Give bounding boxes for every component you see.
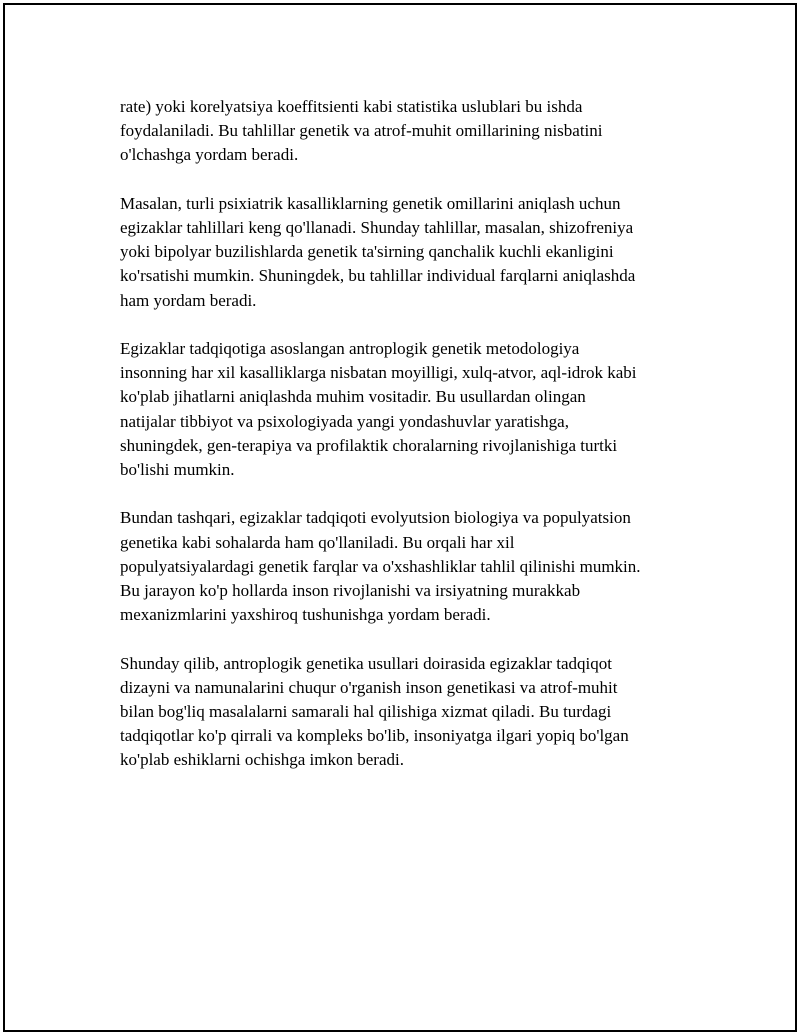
- paragraph: Shunday qilib, antroplogik genetika usullari doirasida egizaklar tadqiqot dizayni va namunalarini chuqur o'rganish inson genetikasi va atrof-muhit bilan bog'liq masalalarni samarali hal qilishiga xizmat qiladi. Bu turdagi tadqiqotlar ko'p qirrali va kompleks bo'lib, insoniyatga ilgari yopiq bo'lgan ko'plab eshiklarni ochishga imkon beradi.: [120, 653, 629, 770]
- paragraph: Masalan, turli psixiatrik kasalliklarning genetik omillarini aniqlash uchun egizaklar tahlillari keng qo'llanadi. Shunday tahlillar, masalan, shizofreniya yoki bipolyar buzilishlarda genetik ta'sirning qanchalik kuchli ekanligini ko'rsatishi mumkin. Shuningdek, bu tahlillar individual farqlarni aniqlashda ham yordam beradi.: [120, 193, 636, 310]
- paragraph: Egizaklar tadqiqotiga asoslangan antroplogik genetik metodologiya insonning har xil kasalliklarga nisbatan moyilligi, xulq-atvor, aql-idrok kabi ko'plab jihatlarni aniqlashda muhim vositadir. Bu usullardan olingan natijalar tibbiyot va psixologiyada yangi yondashuvlar yaratishga, shuningdek, gen-terapiya va profilaktik choralarning rivojlanishiga turtki bo'lishi mumkin.: [120, 339, 637, 480]
- document-page: [3, 3, 797, 1032]
- paragraph: rate) yoki korelyatsiya koeffitsienti kabi statistika uslublari bu ishda foydalaniladi. Bu tahlillar genetik va atrof-muhit omillarining nisbatini o'lchashga yordam beradi.: [120, 97, 603, 165]
- document-body: [120, 95, 690, 797]
- paragraph: Bundan tashqari, egizaklar tadqiqoti evolyutsion biologiya va populyatsion genetika kabi sohalarda ham qo'llaniladi. Bu orqali har xil populyatsiyalardagi genetik farqlar va o'xshashliklar tahlil qilinishi mumkin. Bu jarayon ko'p hollarda inson rivojlanishi va irsiyatning murakkab mexanizmlarini yaxshiroq tushunishga yordam beradi.: [120, 508, 641, 625]
